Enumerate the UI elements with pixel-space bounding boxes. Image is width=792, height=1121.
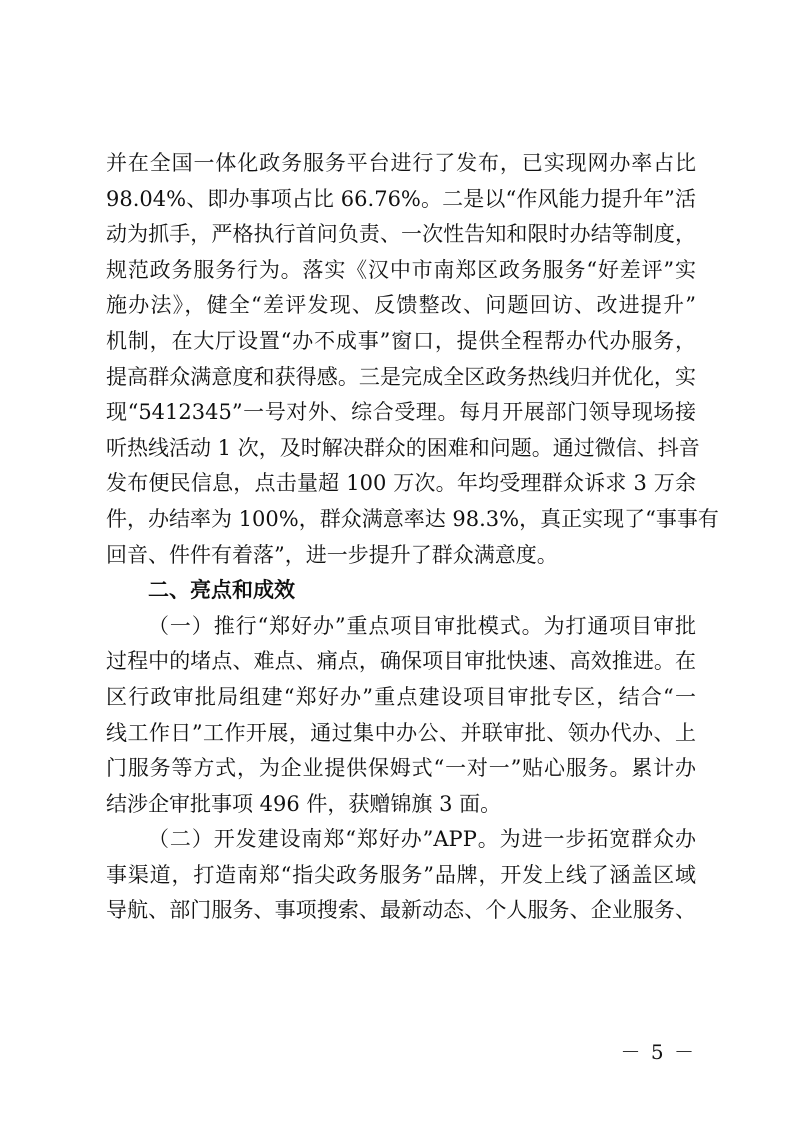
text-line: 施办法》，健全“差评发现、反馈整改、问题回访、改进提升” bbox=[106, 293, 696, 318]
text-line: 导航、部门服务、事项搜索、最新动态、个人服务、企业服务、 bbox=[106, 898, 696, 923]
text-line: 过程中的堵点、难点、痛点，确保项目审批快速、高效推进。在 bbox=[106, 649, 696, 674]
text-line: 提高群众满意度和获得感。三是完成全区政务热线归并优化，实 bbox=[106, 364, 696, 389]
text-line: 门服务等方式，为企业提供保姆式“一对一”贴心服务。累计办 bbox=[106, 756, 696, 781]
text-line: 机制，在大厅设置“办不成事”窗口，提供全程帮办代办服务， bbox=[106, 328, 696, 353]
text-line: 事渠道，打造南郑“指尖政务服务”品牌，开发上线了涵盖区域 bbox=[106, 862, 696, 887]
document-body bbox=[106, 146, 719, 929]
page-number: － 5 － bbox=[620, 1040, 696, 1064]
text-line: 区行政审批局组建“郑好办”重点建设项目审批专区，结合“一 bbox=[106, 684, 696, 709]
text-line: 结涉企审批事项 496 件，获赠锦旗 3 面。 bbox=[106, 791, 502, 816]
text-line: 现“5412345”一号对外、综合受理。每月开展部门领导现场接 bbox=[106, 400, 696, 425]
text-line: 规范政务服务行为。落实《汉中市南郑区政务服务“好差评”实 bbox=[106, 257, 696, 282]
text-line: 件，办结率为 100%，群众满意率达 98.3%，真正实现了“事事有 bbox=[106, 506, 719, 531]
text-line: 听热线活动 1 次，及时解决群众的困难和问题。通过微信、抖音 bbox=[106, 435, 700, 460]
subsection-heading-line: （一）推行“郑好办”重点项目审批模式。为打通项目审批 bbox=[148, 613, 696, 638]
text-line: 回音、件件有着落”，进一步提升了群众满意度。 bbox=[106, 542, 558, 567]
text-line: 98.04%、即办事项占比 66.76%。二是以“作风能力提升年”活 bbox=[106, 186, 696, 211]
text-line: 并在全国一体化政务服务平台进行了发布，已实现网办率占比 bbox=[106, 151, 696, 175]
section-heading: 二、亮点和成效 bbox=[148, 578, 295, 603]
text-line: 动为抓手，严格执行首问负责、一次性告知和限时办结等制度， bbox=[106, 222, 696, 247]
text-line: 发布便民信息，点击量超 100 万次。年均受理群众诉求 3 万余 bbox=[106, 471, 696, 496]
subsection-heading-line: （二）开发建设南郑“郑好办”APP。为进一步拓宽群众办 bbox=[148, 827, 696, 852]
text-line: 线工作日”工作开展，通过集中办公、并联审批、领办代办、上 bbox=[106, 720, 696, 745]
